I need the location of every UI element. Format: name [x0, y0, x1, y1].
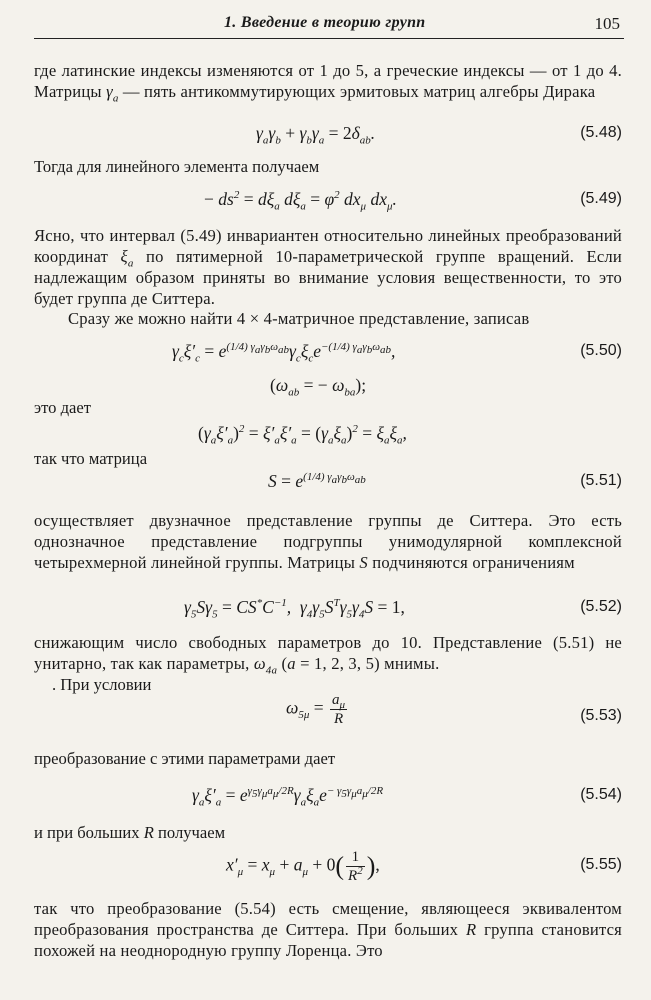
equation-number: (5.52)	[580, 598, 622, 615]
paragraph-9: . При условии	[52, 675, 152, 694]
equation-body: $(\gamma_a\xi'_a)^2 = \xi'_a\xi'_a = (\gamma_a\xi_a)^2 = \xi_a\xi_a$,	[198, 423, 407, 447]
book-page	[34, 0, 624, 1000]
running-header	[34, 12, 624, 39]
paragraph-4: Сразу же можно найти 4 × 4-матричное представление, записав	[68, 309, 530, 328]
equation-body: $\gamma_5S\gamma_5 = CS^*C^{-1}$, $\gamma_4\gamma_5S^T\gamma_5\gamma_4S = 1$,	[184, 597, 405, 621]
equation-body: $\gamma_a\gamma_b + \gamma_b\gamma_a = 2\delta_{ab}$.	[256, 123, 376, 147]
paragraph-8: снижающим число свободных параметров до 10. Представление (5.51) не унитарно, так как параметры, $\omega_{4a}$ (a = 1, 2, 3, 5) мнимы.	[34, 633, 622, 677]
equation-body: $S = e^{(1/4) \gamma_a\gamma_b\omega_{ab}}$	[268, 471, 366, 491]
paragraph-6: так что матрица	[34, 449, 148, 468]
paragraph-10: преобразование с этими параметрами дает	[34, 749, 336, 768]
equation-number: (5.54)	[580, 786, 622, 803]
paragraph-1: где латинские индексы изменяются от 1 до 5, а греческие индексы — от 1 до 4. Матрицы $\gamma_a$ — пять антикоммутирующих эрмитовых матриц алгебры Дирака	[34, 61, 622, 105]
equation-number: (5.48)	[580, 124, 622, 141]
paragraph-12: так что преобразование (5.54) есть смещение, являющееся эквивалентом преобразования пространства де Ситтера. При больших R группа становится похожей на неоднородную группу Лоренца. Это	[34, 899, 622, 960]
equation-number: (5.51)	[580, 472, 622, 489]
chapter-title: 1. Введение в теорию групп	[224, 14, 426, 31]
paragraph-11: и при больших R получаем	[34, 823, 226, 842]
equation-number: (5.53)	[580, 707, 622, 724]
paragraph-2: Тогда для линейного элемента получаем	[34, 157, 320, 176]
equation-body: ($\omega_{ab}$ = − $\omega_{ba}$);	[270, 375, 367, 399]
equation-number: (5.50)	[580, 342, 622, 359]
equation-body: $\gamma_c\xi'_c = e^{(1/4) \gamma_a\gamma_b\omega_{ab}}\gamma_c\xi_ce^{-(1/4) \gamma_a\gamma_b\omega_{ab}}$,	[172, 341, 396, 365]
paragraph-3: Ясно, что интервал (5.49) инвариантен относительно линейных преобразований координат $\xi_a$ по пятимерной 10-параметрической группе вращений. Если надлежащим образом приняты во внимание условия вещественности, то это будет группа де Ситтера.	[34, 226, 622, 308]
paragraph-5: это дает	[34, 398, 92, 417]
equation-body: $\omega_{5\mu}$ = $\frac{a_\mu}{R}$	[286, 692, 346, 727]
equation-body: − $ds^2 = d\xi_a$ $d\xi_a = \varphi^2$ $dx_\mu$ $dx_\mu$.	[204, 189, 397, 213]
equation-body: $x'_\mu = x_\mu + a_\mu + 0$( $\frac{1}{R^2}$ ),	[226, 849, 380, 884]
page-number: 105	[594, 14, 620, 33]
paragraph-7: осуществляет двузначное представление группы де Ситтера. Это есть однозначное представление подгруппы унимодулярной комплексной четырехмерной линейной группы. Матрицы S подчиняются ограничениям	[34, 511, 622, 572]
equation-body: $\gamma_a\xi'_a = e^{\gamma_5\gamma_\mu a_\mu/2R}\gamma_a\xi_ae^{- \gamma_5\gamma_\mu a_\mu/2R}$	[192, 785, 384, 809]
equation-number: (5.55)	[580, 856, 622, 873]
equation-number: (5.49)	[580, 190, 622, 207]
